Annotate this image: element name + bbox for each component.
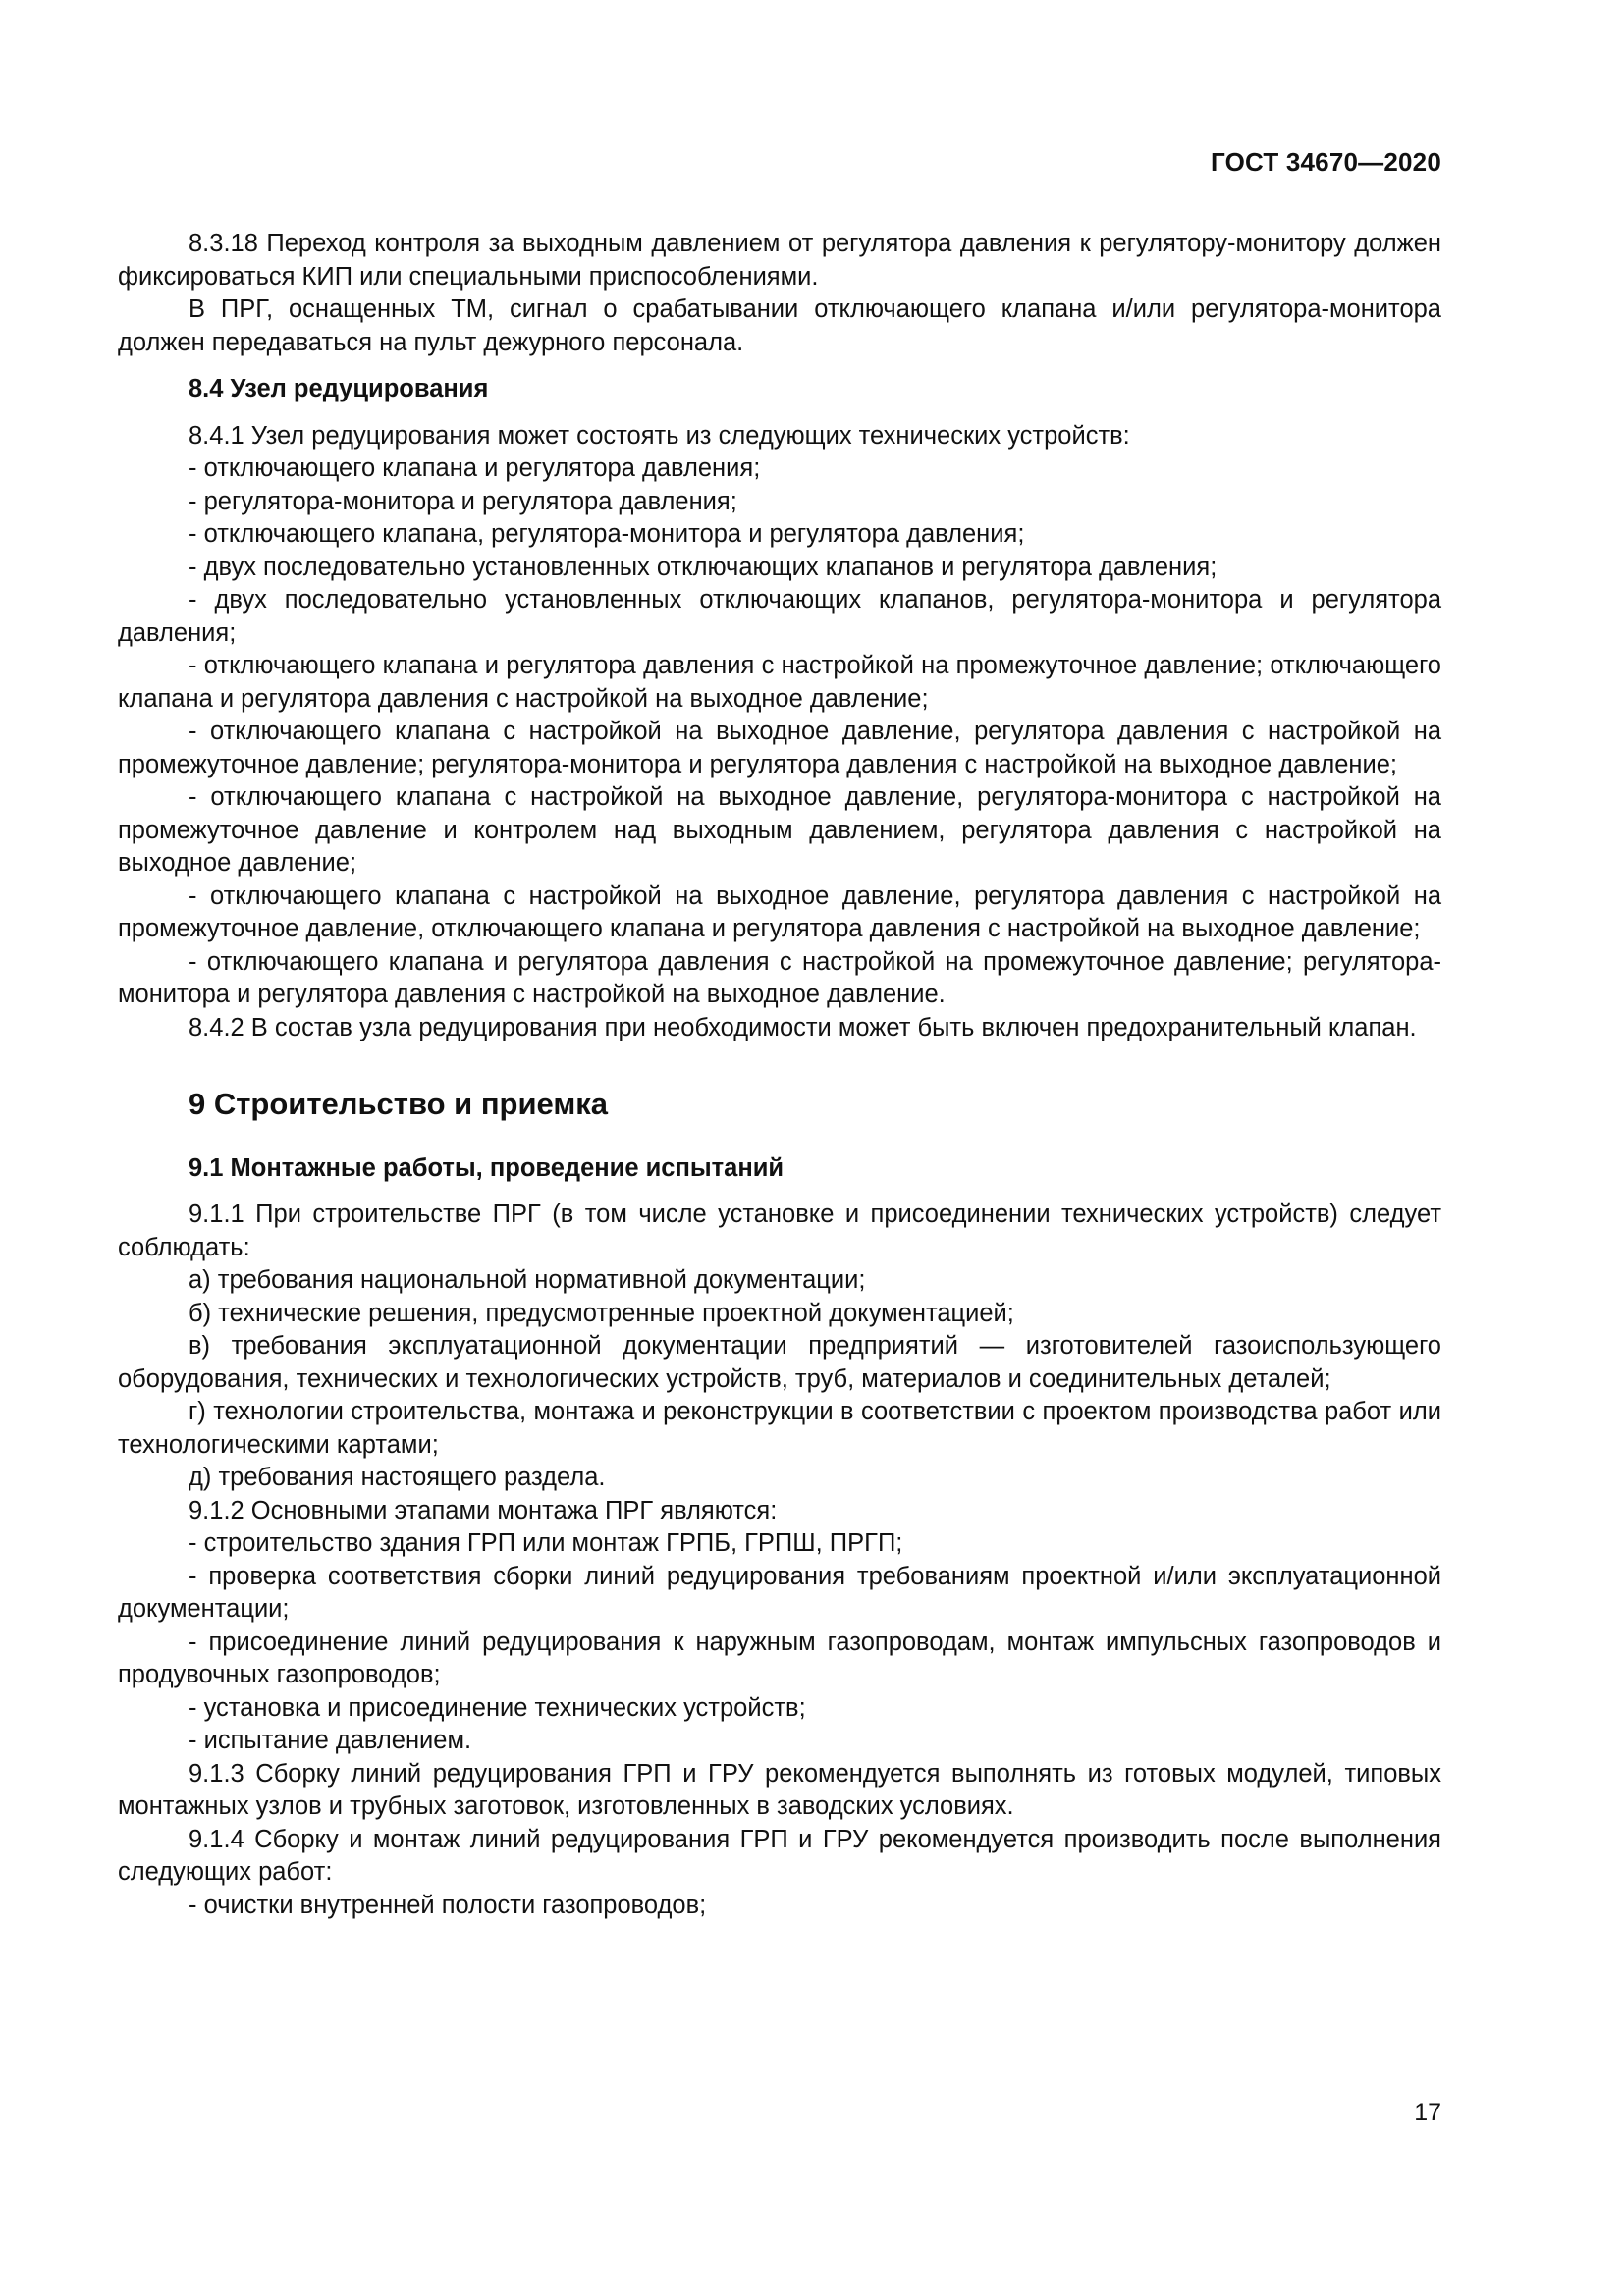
list-item: б) технические решения, предусмотренные проектной документацией; xyxy=(189,1299,1014,1327)
heading-9-1: 9.1 Монтажные работы, проведение испытаний xyxy=(189,1153,785,1182)
paragraph-9-1-3: 9.1.3 Сборку линий редуцирования ГРП и ГРУ рекомендуется выполнять из готовых модулей, типовых монтажных узлов и трубных заготовок, изготовленных в заводских условиях. xyxy=(118,1759,1441,1820)
paragraph-8-3-18-continued: В ПРГ, оснащенных ТМ, сигнал о срабатывании отключающего клапана и/или регулятора-монитора должен передаваться на пульт дежурного персонала. xyxy=(118,295,1441,356)
paragraph-8-4-1: 8.4.1 Узел редуцирования может состоять из следующих технических устройств: xyxy=(189,421,1130,450)
list-item: а) требования национальной нормативной документации; xyxy=(189,1266,866,1294)
heading-section-9: 9 Строительство и приемка xyxy=(189,1087,609,1121)
paragraph-9-1-1: 9.1.1 При строительстве ПРГ (в том числе установке и присоединении технических устройств) следует соблюдать: xyxy=(118,1201,1441,1261)
list-item: - отключающего клапана и регулятора давления с настройкой на промежуточное давление; регулятора-монитора и регулятора давления с настройкой на выходное давление. xyxy=(118,947,1441,1008)
list-item: - двух последовательно установленных отключающих клапанов и регулятора давления; xyxy=(189,553,1218,581)
list-item: - очистки внутренней полости газопроводов; xyxy=(189,1891,707,1919)
list-item: - отключающего клапана с настройкой на выходное давление, регулятора давления с настройкой на промежуточное давление, отключающего клапана и регулятора давления с настройкой на выходное давление; xyxy=(118,881,1441,942)
list-item: - двух последовательно установленных отключающих клапанов, регулятора-монитора и регулятора давления; xyxy=(118,586,1441,647)
list-item: - регулятора-монитора и регулятора давления; xyxy=(189,487,737,515)
list-item: - установка и присоединение технических устройств; xyxy=(189,1693,806,1722)
list-item: - отключающего клапана, регулятора-монитора и регулятора давления; xyxy=(189,520,1025,548)
list-item: - испытание давлением. xyxy=(189,1727,472,1754)
list-item: - отключающего клапана с настройкой на выходное давление, регулятора давления с настройкой на промежуточное давление; регулятора-монитора и регулятора давления с настройкой на выходное давление; xyxy=(118,718,1441,778)
list-item: - отключающего клапана с настройкой на выходное давление, регулятора-монитора с настройкой на промежуточное давление и контролем над выходным давлением, регулятора давления с настройкой на выходное давление; xyxy=(118,783,1441,877)
list-item: - отключающего клапана и регулятора давления; xyxy=(189,454,761,482)
paragraph-9-1-4: 9.1.4 Сборку и монтаж линий редуцирования ГРП и ГРУ рекомендуется производить после выполнения следующих работ: xyxy=(118,1825,1441,1886)
list-item: - проверка соответствия сборки линий редуцирования требованиям проектной и/или эксплуатационной документации; xyxy=(118,1562,1441,1623)
list-item: в) требования эксплуатационной документации предприятий — изготовителей газоиспользующего оборудования, технических и технологических устройств, труб, материалов и соединительных деталей; xyxy=(118,1332,1441,1393)
list-item: - присоединение линий редуцирования к наружным газопроводам, монтаж импульсных газопроводов и продувочных газопроводов; xyxy=(118,1628,1441,1688)
heading-8-4: 8.4 Узел редуцирования xyxy=(189,375,489,402)
document-header: ГОСТ 34670—2020 xyxy=(1211,147,1441,177)
list-item: д) требования настоящего раздела. xyxy=(189,1464,606,1491)
paragraph-8-4-2: 8.4.2 В состав узла редуцирования при необходимости может быть включен предохранительный клапан. xyxy=(189,1013,1417,1041)
paragraph-9-1-2: 9.1.2 Основными этапами монтажа ПРГ являются: xyxy=(189,1496,778,1524)
list-item: - отключающего клапана и регулятора давления с настройкой на промежуточное давление; отключающего клапана и регулятора давления с настройкой на выходное давление; xyxy=(118,652,1441,713)
list-item: г) технологии строительства, монтажа и реконструкции в соответствии с проектом производства работ или технологическими картами; xyxy=(118,1398,1441,1459)
document-body xyxy=(118,228,1441,1922)
page-number: 17 xyxy=(1414,2099,1441,2126)
paragraph-8-3-18: 8.3.18 Переход контроля за выходным давлением от регулятора давления к регулятору-монитору должен фиксироваться КИП или специальными приспособлениями. xyxy=(118,230,1441,291)
list-item: - строительство здания ГРП или монтаж ГРПБ, ГРПШ, ПРГП; xyxy=(189,1529,903,1557)
